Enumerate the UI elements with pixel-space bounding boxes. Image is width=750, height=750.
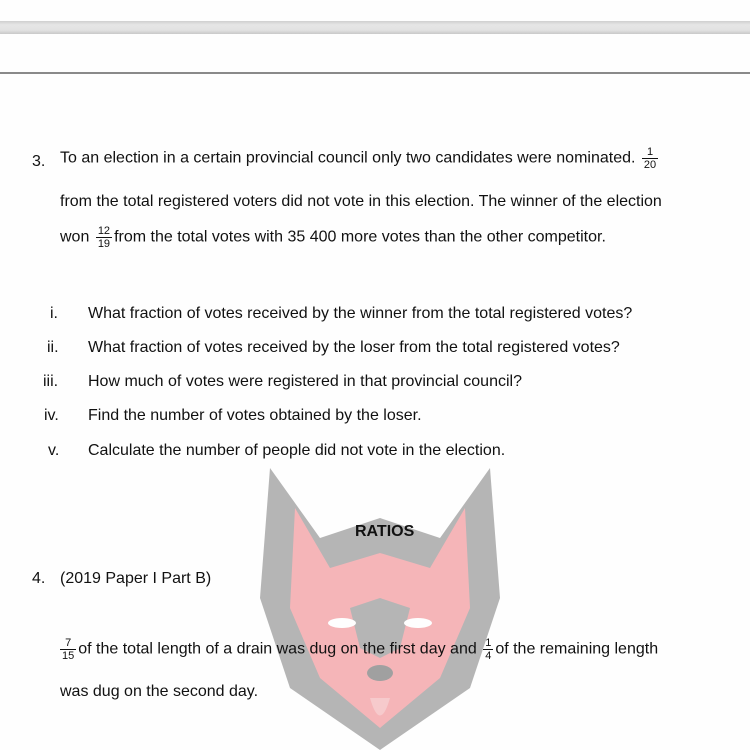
denominator: 19 [97, 238, 111, 250]
page-divider [0, 72, 750, 74]
question-4-source: (2019 Paper I Part B) [60, 570, 212, 587]
fraction-12-19 [96, 225, 112, 250]
numerator: 1 [642, 146, 658, 159]
sub-question-label: i. [50, 305, 58, 322]
sub-question-text: What fraction of votes received by the winner from the total registered votes? [88, 305, 633, 322]
denominator: 15 [62, 650, 75, 662]
q4-text-1: of the total length of a drain was dug on the first day and [78, 640, 477, 658]
question-4-number: 4. [32, 570, 46, 587]
fraction-7-15 [60, 637, 76, 662]
question-3-number: 3. [32, 153, 46, 170]
fraction-1-4 [483, 637, 493, 662]
question-4-line-1 [58, 637, 658, 662]
denominator: 4 [485, 650, 492, 662]
question-4-line-2: was dug on the second day. [60, 683, 259, 700]
section-title: RATIOS [355, 523, 415, 540]
sub-question-label: iv. [44, 407, 59, 424]
numerator: 7 [60, 637, 76, 650]
question-3-line-3 [60, 225, 606, 250]
wolf-watermark-logo [250, 458, 510, 750]
sub-question-text: What fraction of votes received by the loser from the total registered votes? [88, 339, 620, 356]
sub-question-text: How much of votes were registered in that provincial council? [88, 373, 522, 390]
fraction-1-20 [642, 146, 658, 171]
numerator: 1 [485, 637, 492, 649]
question-3-line-1 [60, 146, 660, 171]
sub-question-label: iii. [43, 373, 59, 390]
sub-question-label: ii. [47, 339, 59, 356]
q3-text-1: To an election in a certain provincial council only two candidates were nominated. [60, 149, 636, 167]
toolbar-strip [0, 21, 750, 34]
question-3-line-2: from the total registered voters did not vote in this election. The winner of the election [60, 193, 662, 210]
sub-question-label: v. [48, 442, 60, 459]
q3-text-won: won [60, 228, 90, 246]
q3-text-3: from the total votes with 35 400 more votes than the other competitor. [114, 228, 606, 246]
q4-text-2: of the remaining length [495, 640, 659, 658]
sub-question-text: Find the number of votes obtained by the loser. [88, 407, 422, 424]
sub-question-text: Calculate the number of people did not vote in the election. [88, 442, 506, 459]
numerator: 12 [97, 225, 111, 237]
denominator: 20 [643, 159, 657, 171]
